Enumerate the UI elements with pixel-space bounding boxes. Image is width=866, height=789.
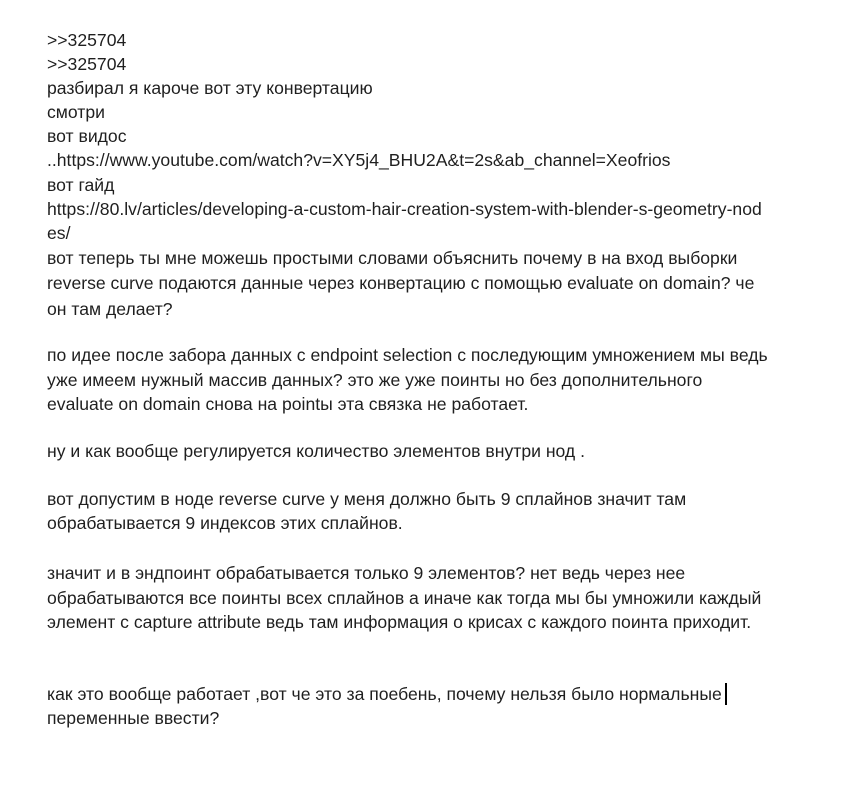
text-line: reverse curve подаются данные через конвертацию с помощью evaluate on domain? че <box>47 273 755 293</box>
text-line: evaluate on domain снова на pointы эта связка не работает. <box>47 394 529 414</box>
text-line: значит и в эндпоинт обрабатывается только 9 элементов? нет ведь через нее <box>47 563 686 583</box>
text-line: обрабатывается 9 индексов этих сплайнов. <box>47 513 403 533</box>
text-line: элемент с capture attribute ведь там информация о крисах с каждого поинта приходит. <box>47 612 752 632</box>
youtube-url[interactable]: ..https://www.youtube.com/watch?v=XY5j4_BHU2A&t=2s&ab_channel=Xeofrios <box>47 150 671 170</box>
guide-url-continued[interactable]: es/ <box>47 223 71 243</box>
text-line: как это вообще работает ,вот че это за поебень, почему нельзя было нормальные <box>47 684 722 704</box>
text-line: вот допустим в ноде reverse curve у меня должно быть 9 сплайнов значит там <box>47 489 687 509</box>
text-line-with-caret <box>47 683 727 705</box>
reply-link[interactable]: >>325704 <box>47 54 127 74</box>
text-line: разбирал я кароче вот эту конвертацию <box>47 78 373 98</box>
text-cursor <box>725 683 727 705</box>
guide-url[interactable]: https://80.lv/articles/developing-a-custom-hair-creation-system-with-blender-s-geometry-nod <box>47 199 762 219</box>
text-line: смотри <box>47 102 105 122</box>
text-line: вот гайд <box>47 175 115 195</box>
text-line: вот видос <box>47 126 127 146</box>
text-line: по идее после забора данных с endpoint selection с последующим умножением мы ведь <box>47 345 768 365</box>
text-line: ну и как вообще регулируется количество элементов внутри нод . <box>47 441 585 461</box>
text-line: он там делает? <box>47 299 173 319</box>
text-line: переменные ввести? <box>47 708 220 728</box>
text-line: вот теперь ты мне можешь простыми словами объяснить почему в на вход выборки <box>47 248 738 268</box>
text-line: уже имеем нужный массив данных? это же уже поинты но без дополнительного <box>47 370 703 390</box>
text-line: обрабатываются все поинты всех сплайнов а иначе как тогда мы бы умножили каждый <box>47 588 762 608</box>
reply-link[interactable]: >>325704 <box>47 30 127 50</box>
